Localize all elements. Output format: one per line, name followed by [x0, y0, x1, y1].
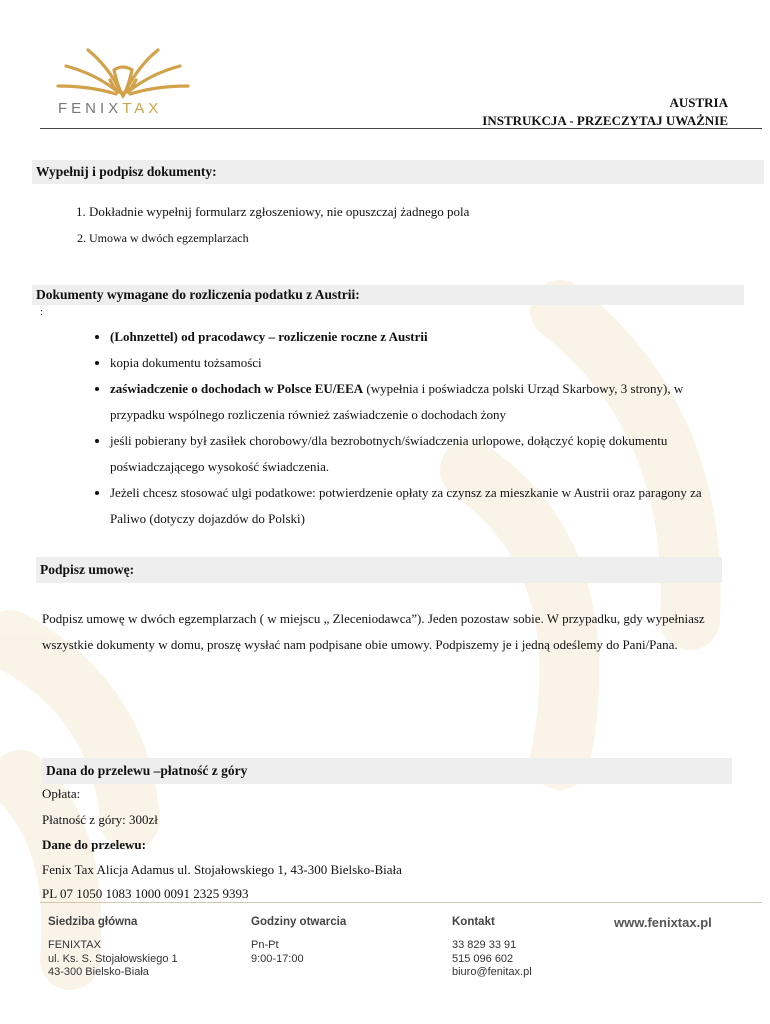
list-item: 1. Dokładnie wypełnij formularz zgłoszeniowy, nie opuszczaj żadnego pola [89, 198, 739, 225]
fee-value: Płatność z góry: 300zł [42, 812, 158, 827]
header-divider [40, 128, 762, 129]
footer-website: www.fenixtax.pl [614, 915, 712, 930]
footer-hours-line: 9:00-17:00 [251, 952, 304, 965]
sign-instructions: Podpisz umowę w dwóch egzemplarzach ( w miejscu „ Zleceniodawca”). Jeden pozostaw sobie. W przypadku, gdy wypełniasz wszystkie dokumenty w domu, proszę wysłać nam podpisane obie umowy. Podpiszemy je i jedną odeślemy do Pani/Pana. [42, 611, 705, 652]
footer-contact [452, 916, 532, 980]
instruction-title: INSTRUKCJA - PRZECZYTAJ UWAŻNIE [482, 113, 728, 128]
fill-steps-list [36, 198, 739, 252]
bank-account: PL 07 1050 1083 1000 0091 2325 9393 [42, 886, 249, 901]
transfer-recipient: Fenix Tax Alicja Adamus ul. Stojałowskiego 1, 43-300 Bielsko-Biała [42, 862, 402, 877]
footer-hq-line: ul. Ks. S. Stojałowskiego 1 [48, 952, 178, 965]
section-pay-title: Dana do przelewu –płatność z góry [42, 758, 732, 784]
logo-text-tax: TAX [122, 100, 163, 117]
list-item [110, 324, 730, 350]
footer-email: biuro@fenitax.pl [452, 966, 532, 978]
doc-income-certificate-note: (wypełnia i poświadcza polski Urząd Skarbowy, 3 strony), w przypadku wspólnego rozliczenia również zaświadczenie o dochodach żony [110, 381, 684, 422]
list-item [110, 376, 730, 428]
footer-hours-line: Pn-Pt [251, 939, 279, 951]
list-item: • jeśli pobierany był zasiłek chorobowy/dla bezrobotnych/świadczenia urlopowe, dołączyć kopię dokumentu poświadczającego wysokość świadczenia. [110, 428, 730, 480]
section-fill-title: Wypełnij i podpisz dokumenty: [32, 160, 764, 184]
list-item: 2. Umowa w dwóch egzemplarzach [89, 225, 739, 252]
country-title: AUSTRIA [669, 95, 728, 110]
footer-divider [40, 902, 762, 903]
section-sign-title: Podpisz umowę: [36, 557, 722, 583]
logo-wordmark [58, 100, 162, 117]
footer-contact-title: Kontakt [452, 916, 495, 928]
transfer-title: Dane do przelewu: [42, 837, 146, 852]
logo-text-fenix: FENIX [58, 100, 123, 117]
doc-income-certificate: zaświadczenie o dochodach w Polsce EU/EEA [110, 381, 364, 396]
doc-lohnzettel: (Lohnzettel) od pracodawcy – rozliczenie roczne z Austrii [110, 329, 428, 344]
footer-hq-title: Siedziba główna [48, 916, 138, 928]
footer-hq [48, 916, 178, 980]
list-item: • Jeżeli chcesz stosować ulgi podatkowe: potwierdzenie opłaty za czynsz za mieszkanie w Austrii oraz paragony za Paliwo (dotyczy dojazdów do Polski) [110, 480, 730, 532]
footer-phone: 33 829 33 91 [452, 939, 517, 951]
footer-hours [251, 916, 346, 966]
footer-hours-title: Godziny otwarcia [251, 916, 347, 928]
footer-hq-line: 43-300 Bielsko-Biała [48, 966, 149, 978]
required-docs-list [52, 324, 730, 532]
list-item: • kopia dokumentu tożsamości [110, 350, 730, 376]
document-header [482, 94, 728, 130]
section-docs-title: Dokumenty wymagane do rozliczenia podatku z Austrii: [32, 285, 744, 305]
footer-mobile: 515 096 602 [452, 952, 514, 965]
stray-colon: : [40, 306, 44, 318]
fee-label: Opłata: [42, 786, 81, 801]
footer-hq-line: FENIXTAX [48, 939, 101, 951]
